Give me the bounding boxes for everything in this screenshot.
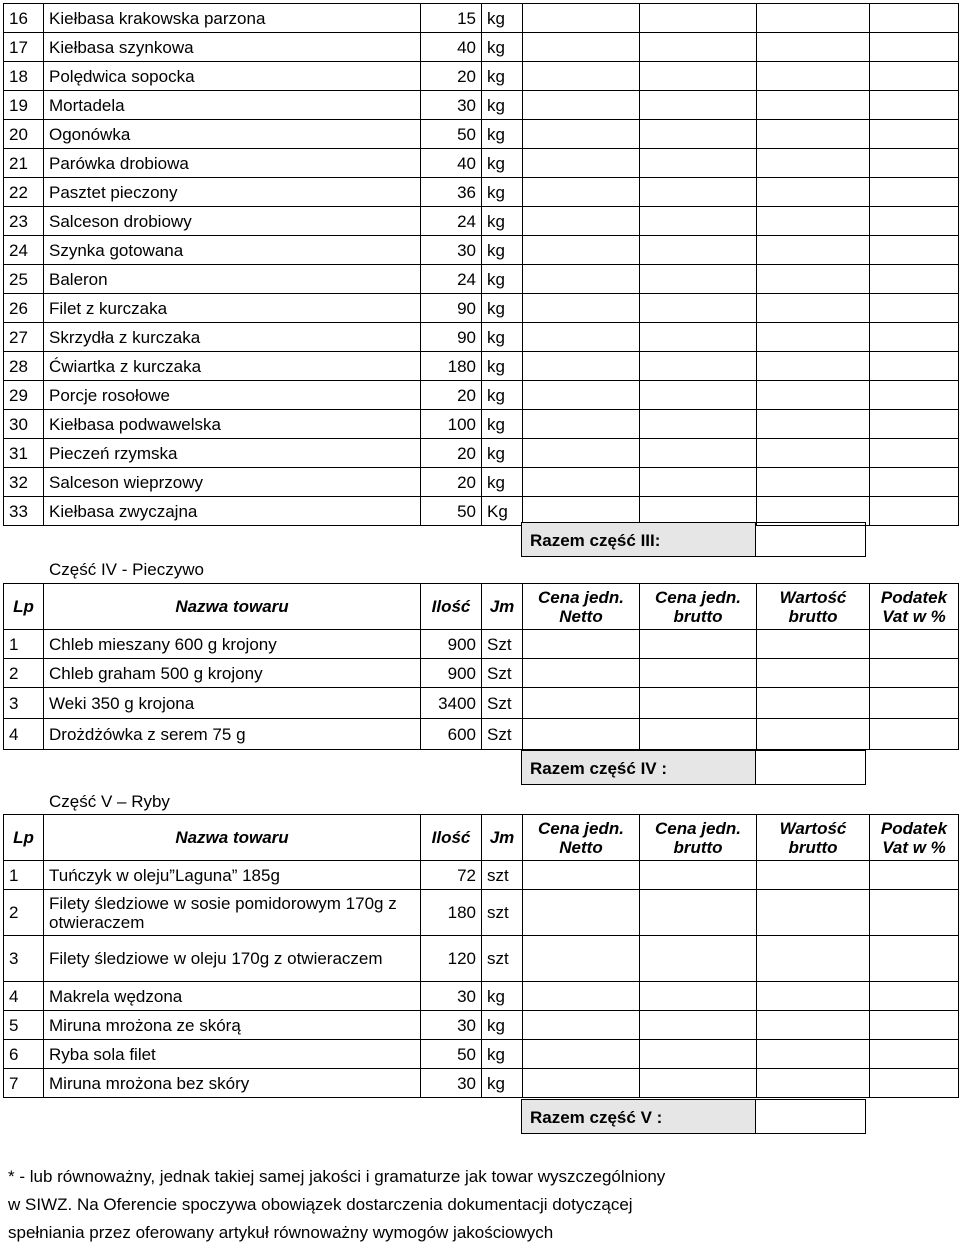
- cell-net-price: [523, 982, 640, 1011]
- cell-net-price: [523, 4, 640, 33]
- cell-name: Makrela wędzona: [44, 982, 421, 1011]
- cell-lp: 18: [4, 62, 44, 91]
- cell-lp: 4: [4, 719, 44, 750]
- part5-total-value: [755, 1099, 866, 1134]
- part3-table: [3, 3, 959, 526]
- cell-name: Szynka gotowana: [44, 236, 421, 265]
- cell-gross-value: [757, 982, 870, 1011]
- cell-lp: 23: [4, 207, 44, 236]
- header-vat: Podatek Vat w %: [870, 584, 959, 630]
- footnote-line: spełniania przez oferowany artykuł równoważny wymogów jakościowych: [8, 1223, 554, 1242]
- cell-lp: 21: [4, 149, 44, 178]
- cell-gross-value: [757, 688, 870, 719]
- cell-name: Pieczeń rzymska: [44, 439, 421, 468]
- cell-name: Tuńczyk w oleju”Laguna” 185g: [44, 861, 421, 890]
- cell-name: Kiełbasa krakowska parzona: [44, 4, 421, 33]
- cell-vat: [870, 659, 959, 688]
- cell-qty: 50: [421, 1040, 482, 1069]
- cell-name: Porcje rosołowe: [44, 381, 421, 410]
- header-lp: Lp: [4, 815, 44, 861]
- cell-gross-value: [757, 33, 870, 62]
- cell-lp: 32: [4, 468, 44, 497]
- table-row: [4, 178, 959, 207]
- cell-net-price: [523, 381, 640, 410]
- cell-qty: 180: [421, 890, 482, 936]
- cell-qty: 180: [421, 352, 482, 381]
- cell-gross-price: [640, 688, 757, 719]
- cell-vat: [870, 1040, 959, 1069]
- cell-gross-price: [640, 62, 757, 91]
- header-vat: Podatek Vat w %: [870, 815, 959, 861]
- cell-net-price: [523, 62, 640, 91]
- cell-name: Salceson wieprzowy: [44, 468, 421, 497]
- cell-lp: 3: [4, 936, 44, 982]
- cell-gross-value: [757, 1040, 870, 1069]
- cell-qty: 100: [421, 410, 482, 439]
- table-row: [4, 120, 959, 149]
- cell-gross-price: [640, 861, 757, 890]
- cell-gross-price: [640, 468, 757, 497]
- cell-gross-price: [640, 630, 757, 659]
- cell-qty: 30: [421, 1069, 482, 1098]
- cell-unit: kg: [482, 91, 523, 120]
- cell-gross-price: [640, 178, 757, 207]
- cell-name: Drożdżówka z serem 75 g: [44, 719, 421, 750]
- cell-unit: Szt: [482, 630, 523, 659]
- cell-net-price: [523, 468, 640, 497]
- table-row: [4, 659, 959, 688]
- table-row: [4, 890, 959, 936]
- cell-gross-value: [757, 381, 870, 410]
- cell-unit: kg: [482, 323, 523, 352]
- cell-qty: 24: [421, 265, 482, 294]
- cell-unit: kg: [482, 178, 523, 207]
- cell-name: Filet z kurczaka: [44, 294, 421, 323]
- table-row: [4, 62, 959, 91]
- cell-qty: 90: [421, 323, 482, 352]
- cell-lp: 25: [4, 265, 44, 294]
- cell-name: Parówka drobiowa: [44, 149, 421, 178]
- cell-net-price: [523, 936, 640, 982]
- part5-title: Część V – Ryby: [49, 792, 170, 811]
- cell-unit: kg: [482, 982, 523, 1011]
- cell-unit: kg: [482, 294, 523, 323]
- cell-unit: kg: [482, 410, 523, 439]
- cell-unit: kg: [482, 4, 523, 33]
- cell-net-price: [523, 439, 640, 468]
- cell-net-price: [523, 352, 640, 381]
- cell-vat: [870, 149, 959, 178]
- cell-name: Baleron: [44, 265, 421, 294]
- cell-gross-price: [640, 936, 757, 982]
- cell-unit: Szt: [482, 719, 523, 750]
- cell-lp: 26: [4, 294, 44, 323]
- header-gross-value: Wartość brutto: [757, 584, 870, 630]
- cell-vat: [870, 1011, 959, 1040]
- table-row: [4, 236, 959, 265]
- cell-vat: [870, 982, 959, 1011]
- cell-name: Kiełbasa szynkowa: [44, 33, 421, 62]
- cell-vat: [870, 62, 959, 91]
- cell-unit: kg: [482, 207, 523, 236]
- cell-qty: 600: [421, 719, 482, 750]
- cell-vat: [870, 1069, 959, 1098]
- cell-qty: 20: [421, 62, 482, 91]
- cell-gross-price: [640, 294, 757, 323]
- part4-total-label: Razem część IV :: [521, 750, 756, 785]
- cell-unit: kg: [482, 439, 523, 468]
- cell-qty: 24: [421, 207, 482, 236]
- cell-gross-value: [757, 719, 870, 750]
- cell-net-price: [523, 265, 640, 294]
- table-row: [4, 265, 959, 294]
- cell-net-price: [523, 294, 640, 323]
- cell-lp: 1: [4, 630, 44, 659]
- cell-net-price: [523, 33, 640, 62]
- cell-gross-value: [757, 659, 870, 688]
- cell-gross-price: [640, 659, 757, 688]
- table-row: [4, 207, 959, 236]
- cell-net-price: [523, 890, 640, 936]
- cell-lp: 6: [4, 1040, 44, 1069]
- cell-net-price: [523, 149, 640, 178]
- cell-name: Filety śledziowe w oleju 170g z otwieraczem: [44, 936, 421, 982]
- table-row: [4, 1069, 959, 1098]
- cell-unit: Kg: [482, 497, 523, 526]
- table-row: [4, 294, 959, 323]
- cell-vat: [870, 497, 959, 526]
- cell-lp: 7: [4, 1069, 44, 1098]
- footnote-line: * - lub równoważny, jednak takiej samej jakości i gramaturze jak towar wyszczególniony: [8, 1167, 666, 1186]
- cell-gross-value: [757, 468, 870, 497]
- cell-unit: kg: [482, 265, 523, 294]
- cell-vat: [870, 120, 959, 149]
- table-row: [4, 1040, 959, 1069]
- cell-name: Miruna mrożona bez skóry: [44, 1069, 421, 1098]
- cell-gross-value: [757, 861, 870, 890]
- cell-gross-value: [757, 236, 870, 265]
- table-row: [4, 323, 959, 352]
- cell-gross-value: [757, 890, 870, 936]
- cell-net-price: [523, 630, 640, 659]
- cell-name: Polędwica sopocka: [44, 62, 421, 91]
- cell-gross-value: [757, 4, 870, 33]
- table-row: [4, 468, 959, 497]
- cell-name: Kiełbasa podwawelska: [44, 410, 421, 439]
- cell-gross-price: [640, 352, 757, 381]
- part5-total-label: Razem część V :: [521, 1099, 756, 1134]
- cell-qty: 900: [421, 630, 482, 659]
- cell-unit: kg: [482, 352, 523, 381]
- part5-table: [3, 814, 959, 1098]
- cell-lp: 29: [4, 381, 44, 410]
- cell-vat: [870, 323, 959, 352]
- header-net-price: Cena jedn. Netto: [523, 815, 640, 861]
- cell-name: Chleb graham 500 g krojony: [44, 659, 421, 688]
- cell-unit: kg: [482, 1011, 523, 1040]
- header-gross-value: Wartość brutto: [757, 815, 870, 861]
- cell-net-price: [523, 91, 640, 120]
- cell-qty: 20: [421, 439, 482, 468]
- cell-gross-price: [640, 439, 757, 468]
- cell-gross-price: [640, 890, 757, 936]
- table-row: [4, 4, 959, 33]
- cell-name: Chleb mieszany 600 g krojony: [44, 630, 421, 659]
- cell-unit: kg: [482, 149, 523, 178]
- cell-lp: 24: [4, 236, 44, 265]
- cell-net-price: [523, 120, 640, 149]
- cell-net-price: [523, 410, 640, 439]
- cell-gross-value: [757, 1011, 870, 1040]
- cell-vat: [870, 890, 959, 936]
- cell-lp: 19: [4, 91, 44, 120]
- cell-qty: 3400: [421, 688, 482, 719]
- cell-unit: kg: [482, 381, 523, 410]
- part4-total-value: [755, 750, 866, 785]
- cell-qty: 15: [421, 4, 482, 33]
- cell-lp: 31: [4, 439, 44, 468]
- part3-total-label: Razem część III:: [521, 522, 756, 557]
- table-row: [4, 91, 959, 120]
- header-net-price: Cena jedn. Netto: [523, 584, 640, 630]
- header-unit: Jm: [482, 584, 523, 630]
- cell-qty: 90: [421, 294, 482, 323]
- cell-net-price: [523, 236, 640, 265]
- cell-gross-value: [757, 1069, 870, 1098]
- cell-vat: [870, 936, 959, 982]
- cell-gross-value: [757, 936, 870, 982]
- cell-gross-value: [757, 149, 870, 178]
- cell-vat: [870, 861, 959, 890]
- cell-qty: 40: [421, 149, 482, 178]
- cell-qty: 72: [421, 861, 482, 890]
- cell-vat: [870, 688, 959, 719]
- cell-gross-value: [757, 120, 870, 149]
- cell-lp: 2: [4, 890, 44, 936]
- cell-qty: 30: [421, 1011, 482, 1040]
- cell-name: Kiełbasa zwyczajna: [44, 497, 421, 526]
- cell-gross-value: [757, 207, 870, 236]
- cell-vat: [870, 410, 959, 439]
- cell-unit: kg: [482, 120, 523, 149]
- cell-unit: Szt: [482, 688, 523, 719]
- cell-vat: [870, 381, 959, 410]
- cell-net-price: [523, 1011, 640, 1040]
- header-name: Nazwa towaru: [44, 584, 421, 630]
- cell-unit: kg: [482, 62, 523, 91]
- cell-qty: 36: [421, 178, 482, 207]
- cell-vat: [870, 236, 959, 265]
- cell-qty: 50: [421, 120, 482, 149]
- cell-gross-price: [640, 1011, 757, 1040]
- cell-gross-value: [757, 352, 870, 381]
- cell-vat: [870, 439, 959, 468]
- cell-qty: 30: [421, 91, 482, 120]
- cell-gross-price: [640, 91, 757, 120]
- cell-gross-value: [757, 410, 870, 439]
- cell-name: Pasztet pieczony: [44, 178, 421, 207]
- cell-qty: 40: [421, 33, 482, 62]
- cell-name: Ogonówka: [44, 120, 421, 149]
- cell-lp: 27: [4, 323, 44, 352]
- cell-gross-price: [640, 149, 757, 178]
- table-row: [4, 352, 959, 381]
- cell-qty: 900: [421, 659, 482, 688]
- cell-qty: 20: [421, 468, 482, 497]
- cell-net-price: [523, 323, 640, 352]
- cell-net-price: [523, 688, 640, 719]
- cell-gross-price: [640, 982, 757, 1011]
- cell-lp: 1: [4, 861, 44, 890]
- table-row: [4, 688, 959, 719]
- cell-vat: [870, 178, 959, 207]
- cell-net-price: [523, 1040, 640, 1069]
- cell-lp: 30: [4, 410, 44, 439]
- cell-name: Skrzydła z kurczaka: [44, 323, 421, 352]
- cell-lp: 28: [4, 352, 44, 381]
- cell-vat: [870, 33, 959, 62]
- cell-unit: kg: [482, 33, 523, 62]
- cell-vat: [870, 630, 959, 659]
- cell-gross-value: [757, 439, 870, 468]
- cell-vat: [870, 719, 959, 750]
- cell-gross-price: [640, 4, 757, 33]
- cell-qty: 30: [421, 236, 482, 265]
- cell-lp: 4: [4, 982, 44, 1011]
- cell-vat: [870, 207, 959, 236]
- cell-gross-price: [640, 323, 757, 352]
- cell-lp: 2: [4, 659, 44, 688]
- cell-net-price: [523, 719, 640, 750]
- cell-gross-price: [640, 236, 757, 265]
- cell-name: Filety śledziowe w sosie pomidorowym 170g z otwieraczem: [44, 890, 421, 936]
- cell-vat: [870, 468, 959, 497]
- cell-gross-value: [757, 91, 870, 120]
- part4-title: Część IV - Pieczywo: [49, 560, 204, 579]
- footnote: [8, 1163, 908, 1247]
- cell-vat: [870, 91, 959, 120]
- cell-name: Miruna mrożona ze skórą: [44, 1011, 421, 1040]
- header-lp: Lp: [4, 584, 44, 630]
- cell-unit: kg: [482, 236, 523, 265]
- header-name: Nazwa towaru: [44, 815, 421, 861]
- cell-vat: [870, 265, 959, 294]
- cell-vat: [870, 352, 959, 381]
- cell-vat: [870, 294, 959, 323]
- cell-qty: 120: [421, 936, 482, 982]
- cell-net-price: [523, 659, 640, 688]
- cell-gross-price: [640, 410, 757, 439]
- cell-unit: kg: [482, 1040, 523, 1069]
- cell-lp: 33: [4, 497, 44, 526]
- cell-gross-price: [640, 719, 757, 750]
- header-gross-price: Cena jedn. brutto: [640, 584, 757, 630]
- table-row: [4, 33, 959, 62]
- table-row: [4, 1011, 959, 1040]
- table-row: [4, 936, 959, 982]
- cell-gross-price: [640, 207, 757, 236]
- table-row: [4, 861, 959, 890]
- cell-net-price: [523, 861, 640, 890]
- cell-gross-price: [640, 265, 757, 294]
- cell-qty: 50: [421, 497, 482, 526]
- cell-gross-value: [757, 630, 870, 659]
- table-row: [4, 410, 959, 439]
- cell-gross-price: [640, 1069, 757, 1098]
- cell-unit: szt: [482, 890, 523, 936]
- footnote-line: w SIWZ. Na Oferencie spoczywa obowiązek dostarczenia dokumentacji dotyczącej: [8, 1195, 633, 1214]
- cell-lp: 5: [4, 1011, 44, 1040]
- cell-unit: kg: [482, 468, 523, 497]
- cell-gross-price: [640, 120, 757, 149]
- cell-gross-price: [640, 1040, 757, 1069]
- cell-qty: 20: [421, 381, 482, 410]
- table-row: [4, 630, 959, 659]
- cell-lp: 20: [4, 120, 44, 149]
- cell-gross-value: [757, 265, 870, 294]
- cell-gross-value: [757, 62, 870, 91]
- cell-lp: 22: [4, 178, 44, 207]
- cell-gross-value: [757, 178, 870, 207]
- cell-gross-value: [757, 323, 870, 352]
- header-unit: Jm: [482, 815, 523, 861]
- cell-lp: 3: [4, 688, 44, 719]
- cell-unit: szt: [482, 936, 523, 982]
- cell-gross-price: [640, 381, 757, 410]
- cell-name: Ćwiartka z kurczaka: [44, 352, 421, 381]
- cell-gross-price: [640, 33, 757, 62]
- cell-lp: 17: [4, 33, 44, 62]
- header-qty: Ilość: [421, 815, 482, 861]
- cell-net-price: [523, 207, 640, 236]
- header-qty: Ilość: [421, 584, 482, 630]
- cell-name: Weki 350 g krojona: [44, 688, 421, 719]
- cell-net-price: [523, 178, 640, 207]
- header-gross-price: Cena jedn. brutto: [640, 815, 757, 861]
- table-row: [4, 439, 959, 468]
- cell-unit: Szt: [482, 659, 523, 688]
- table-row: [4, 381, 959, 410]
- cell-vat: [870, 4, 959, 33]
- table-row: [4, 719, 959, 750]
- cell-gross-value: [757, 294, 870, 323]
- part3-total-value: [755, 522, 866, 557]
- cell-unit: szt: [482, 861, 523, 890]
- table-row: [4, 982, 959, 1011]
- cell-name: Mortadela: [44, 91, 421, 120]
- cell-net-price: [523, 1069, 640, 1098]
- cell-name: Ryba sola filet: [44, 1040, 421, 1069]
- cell-qty: 30: [421, 982, 482, 1011]
- cell-unit: kg: [482, 1069, 523, 1098]
- cell-lp: 16: [4, 4, 44, 33]
- part4-table: [3, 583, 959, 750]
- cell-name: Salceson drobiowy: [44, 207, 421, 236]
- table-row: [4, 149, 959, 178]
